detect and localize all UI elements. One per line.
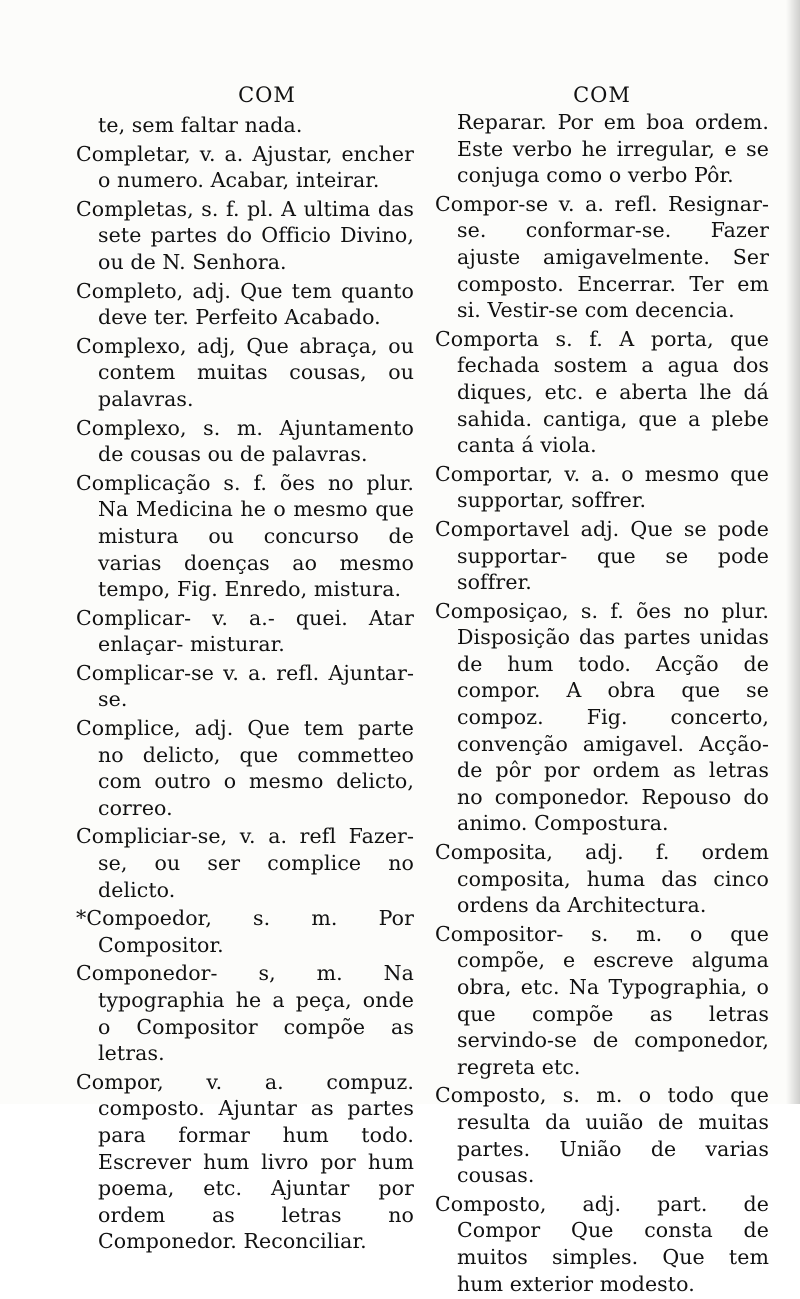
dictionary-entry: Completas, s. f. pl. A ultima das sete partes do Officio Divino, ou de N. Senhora. bbox=[76, 196, 414, 274]
dictionary-entry: Complexo, s. m. Ajuntamento de cousas ou de palavras. bbox=[76, 415, 414, 467]
dictionary-entry: Complicação s. f. ões no plur. Na Medicina he o mesmo que mistura ou concurso de varias doenças ao mesmo tempo, Fig. Enredo, mistura. bbox=[76, 470, 414, 602]
dictionary-entry: Complexo, adj, Que abraça, ou contem muitas cousas, ou palavras. bbox=[76, 333, 414, 411]
right-running-head: COM bbox=[573, 83, 631, 107]
dictionary-entry: Componedor- s, m. Na typographia he a peça, onde o Compositor compõe as letras. bbox=[76, 961, 414, 1066]
dictionary-entry: Composto, s. m. o todo que resulta da uuião de muitas partes. União de varias cousas. bbox=[435, 1083, 769, 1188]
dictionary-entry: Completar, v. a. Ajustar, encher o numero. Acabar, inteirar. bbox=[76, 141, 414, 193]
left-column bbox=[76, 78, 414, 1257]
dictionary-entry: Complicar-se v. a. refl. Ajuntar-se. bbox=[76, 660, 414, 712]
dictionary-entry: Comportavel adj. Que se pode supportar- que se pode soffrer. bbox=[435, 516, 769, 595]
dictionary-entry: Reparar. Por em boa ordem. Este verbo he irregular, e se conjuga como o verbo Pôr. bbox=[457, 110, 769, 188]
dictionary-entry: Comporta s. f. A porta, que fechada sostem a agua dos diques, etc. e aberta lhe dá sahida. cantiga, que a plebe canta á viola. bbox=[435, 326, 769, 458]
dictionary-entry: Complicar- v. a.- quei. Atar enlaçar- misturar. bbox=[76, 605, 414, 657]
dictionary-entry: te, sem faltar nada. bbox=[98, 113, 303, 137]
right-column bbox=[435, 78, 769, 1299]
dictionary-entry: Compor-se v. a. refl. Resignar-se. conformar-se. Fazer ajuste amigavelmente. Ser composto. Encerrar. Ter em si. Vestir-se com decencia. bbox=[435, 191, 769, 323]
dictionary-entry: Composto, adj. part. de Compor Que consta de muitos simples. Que tem hum exterior modesto. bbox=[435, 1191, 769, 1296]
dictionary-entry: Composita, adj. f. ordem composita, huma das cinco ordens da Architectura. bbox=[435, 840, 769, 918]
dictionary-entry: Completo, adj. Que tem quanto deve ter. Perfeito Acabado. bbox=[76, 278, 414, 330]
dictionary-entry: Composiçao, s. f. ões no plur. Disposição das partes unidas de hum todo. Acção de compor. A obra que se compoz. Fig. concerto, convenção amigavel. Acção- de pôr por ordem as letras no componedor. Repouso do animo. Compostura. bbox=[435, 598, 769, 836]
left-running-head: COM bbox=[238, 83, 296, 107]
dictionary-entry: Comportar, v. a. o mesmo que supportar, soffrer. bbox=[435, 461, 769, 513]
dictionary-entry: *Compoedor, s. m. Por Compositor. bbox=[76, 906, 414, 957]
dictionary-entry: Compositor- s. m. o que compõe, e escreve alguma obra, etc. Na Typographia, o que compõe as letras servindo-se de componedor, regreta etc. bbox=[435, 921, 769, 1079]
dictionary-entry: Complice, adj. Que tem parte no delicto, que commetteo com outro o mesmo delicto, correo. bbox=[76, 716, 414, 820]
dictionary-entry: Compor, v. a. compuz. composto. Ajuntar as partes para formar hum todo. Escrever hum livro por hum poema, etc. Ajuntar por ordem as letras no Componedor. Reconciliar. bbox=[76, 1069, 414, 1254]
dictionary-entry: Compliciar-se, v. a. refl Fazer-se, ou ser complice no delicto. bbox=[76, 824, 414, 902]
